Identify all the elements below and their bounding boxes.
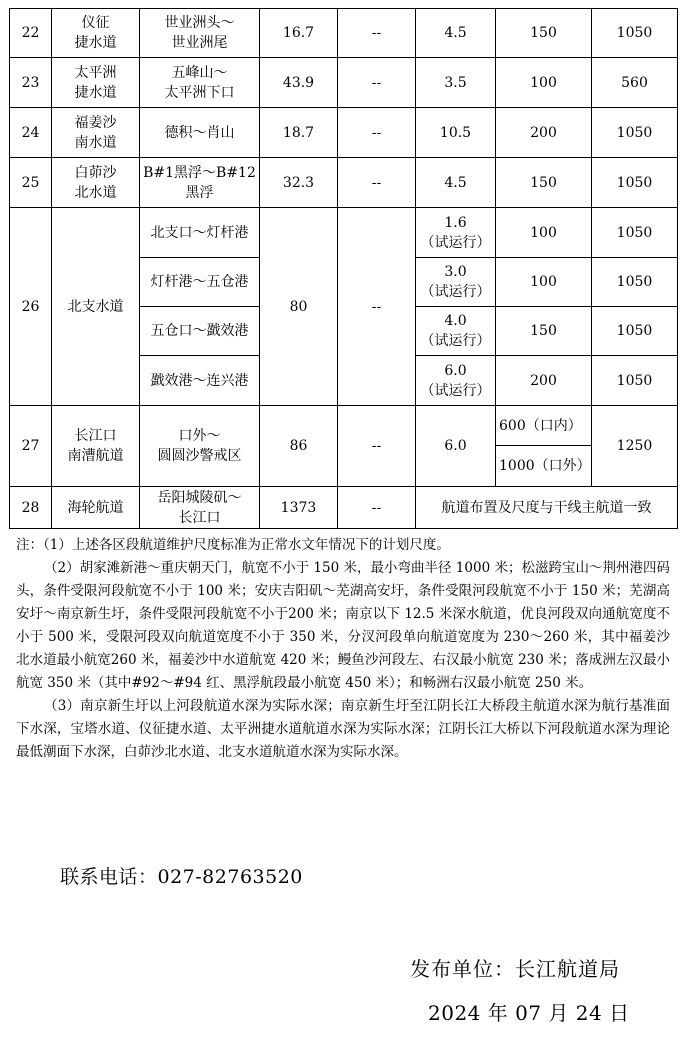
channel-radius: 1050 [592, 108, 678, 158]
channel-radius: 1050 [592, 158, 678, 208]
channel-length: 16.7 [260, 9, 338, 58]
note-2: （2）胡家滩新港～重庆朝天门，航宽不小于 150 米，最小弯曲半径 1000 米；松滋跨宝山～荆州港四码头，条件受限河段航宽不小于 100 米；安庆吉阳矶～芜湖高安圩，条件受限河段航宽不小于 150 米；芜湖高安圩～南京新生圩，条件受限河段航宽不小于200 米；南京以下 12.5 米深水航道，优良河段双向通航宽度不小于 500 米，受限河段双向航道宽度不小于 350 米，分汊河段单向航道宽度为 230～260 米，其中福姜沙北水道最小航宽260 米，福姜沙中水道航宽 420 米；鳗鱼沙河段左、右汉最小航宽 230 米；落成洲左汉最小航宽 350 米（其中#92～#94 红、黑浮航段最小航宽 450 米）；和畅洲右汉最小航宽 250 米。 [16, 560, 670, 691]
channel-width: 200 [496, 356, 592, 406]
channel-range: 五峰山～ 太平洲下口 [164, 64, 235, 101]
channel-depth: 6.0 （试运行） [420, 362, 491, 399]
channel-col4: -- [338, 108, 416, 158]
channel-name: 太平洲 捷水道 [74, 64, 117, 101]
row-number: 22 [10, 9, 52, 58]
channel-merged-note: 航道布置及尺度与干线主航道一致 [416, 487, 678, 529]
channel-width: 150 [496, 158, 592, 208]
table-row [10, 158, 678, 208]
channel-col4: -- [338, 158, 416, 208]
channel-width-inner: 600（口内） [496, 406, 592, 446]
notes-section [16, 534, 670, 764]
note-3: （3）南京新生圩以上河段航道水深为实际水深；南京新生圩至江阴长江大桥段主航道水深为航行基准面下水深，宝塔水道、仪征捷水道、太平洲捷水道航道水深为实际水深；江阴长江大桥以下河段航道水深为理论最低潮面下水深，白茆沙北水道、北支水道航道水深为实际水深。 [16, 698, 670, 760]
row-number: 25 [10, 158, 52, 208]
channel-depth: 4.5 [416, 9, 496, 58]
channel-col4: -- [338, 9, 416, 58]
channel-range: 世业洲头～ 世业洲尾 [164, 15, 235, 51]
channel-depth: 4.5 [416, 158, 496, 208]
channel-length: 43.9 [260, 58, 338, 108]
channel-range: 戤效港～连兴港 [140, 356, 260, 406]
channel-width-outer: 1000（口外） [496, 446, 592, 487]
publish-date: 2024 年 07 月 24 日 [428, 1001, 630, 1025]
table-row [10, 406, 678, 446]
table-row [10, 208, 678, 258]
channel-range: B#1黑浮～B#12 黑浮 [143, 164, 256, 201]
row-number: 26 [10, 208, 52, 406]
channel-depth: 10.5 [416, 108, 496, 158]
channel-radius: 1050 [592, 9, 678, 58]
channel-width: 150 [496, 9, 592, 58]
channel-radius: 1050 [592, 208, 678, 258]
channel-depth: 6.0 [416, 406, 496, 487]
channel-width: 150 [496, 307, 592, 356]
table-row [10, 487, 678, 529]
channel-range: 岳阳城陵矶～ 长江口 [157, 489, 242, 526]
channel-depth: 4.0 （试运行） [420, 313, 491, 349]
channel-radius: 1250 [592, 406, 678, 487]
channel-name: 长江口 南漕航道 [67, 428, 124, 464]
note-1: 注：（1）上述各区段航道维护尺度标准为正常水文年情况下的计划尺度。 [16, 537, 450, 553]
channel-name: 海轮航道 [52, 487, 140, 529]
row-number: 24 [10, 108, 52, 158]
channel-length: 80 [260, 208, 338, 406]
channel-name: 北支水道 [52, 208, 140, 406]
channel-name: 白茆沙 北水道 [74, 164, 117, 201]
channel-range: 北支口～灯杆港 [140, 208, 260, 258]
channel-width: 100 [496, 258, 592, 307]
channel-name: 仪征 捷水道 [74, 15, 117, 51]
channel-range: 五仓口～戤效港 [140, 307, 260, 356]
channel-depth: 3.5 [416, 58, 496, 108]
channel-length: 86 [260, 406, 338, 487]
channel-col4: -- [338, 208, 416, 406]
row-number: 23 [10, 58, 52, 108]
row-number: 28 [10, 487, 52, 529]
channel-length: 32.3 [260, 158, 338, 208]
row-number: 27 [10, 406, 52, 487]
channel-width: 100 [496, 208, 592, 258]
channel-radius: 1050 [592, 356, 678, 406]
channel-col4: -- [338, 487, 416, 529]
channel-col4: -- [338, 406, 416, 487]
channel-dimension-table [9, 8, 678, 529]
channel-radius: 560 [592, 58, 678, 108]
channel-length: 18.7 [260, 108, 338, 158]
channel-radius: 1050 [592, 258, 678, 307]
table-row [10, 58, 678, 108]
table-row [10, 108, 678, 158]
channel-depth: 1.6 （试运行） [420, 214, 491, 251]
channel-length: 1373 [260, 487, 338, 529]
contact-phone: 联系电话：027-82763520 [60, 866, 303, 888]
channel-radius: 1050 [592, 307, 678, 356]
channel-col4: -- [338, 58, 416, 108]
channel-range: 口外～ 圆圆沙警戒区 [157, 428, 242, 464]
channel-depth: 3.0 （试运行） [420, 264, 491, 300]
publisher: 发布单位：长江航道局 [410, 957, 620, 981]
channel-range: 灯杆港～五仓港 [140, 258, 260, 307]
channel-width: 100 [496, 58, 592, 108]
channel-name: 福姜沙 南水道 [74, 114, 117, 151]
table-row [10, 9, 678, 58]
channel-width: 200 [496, 108, 592, 158]
channel-range: 德积～肖山 [164, 124, 235, 141]
